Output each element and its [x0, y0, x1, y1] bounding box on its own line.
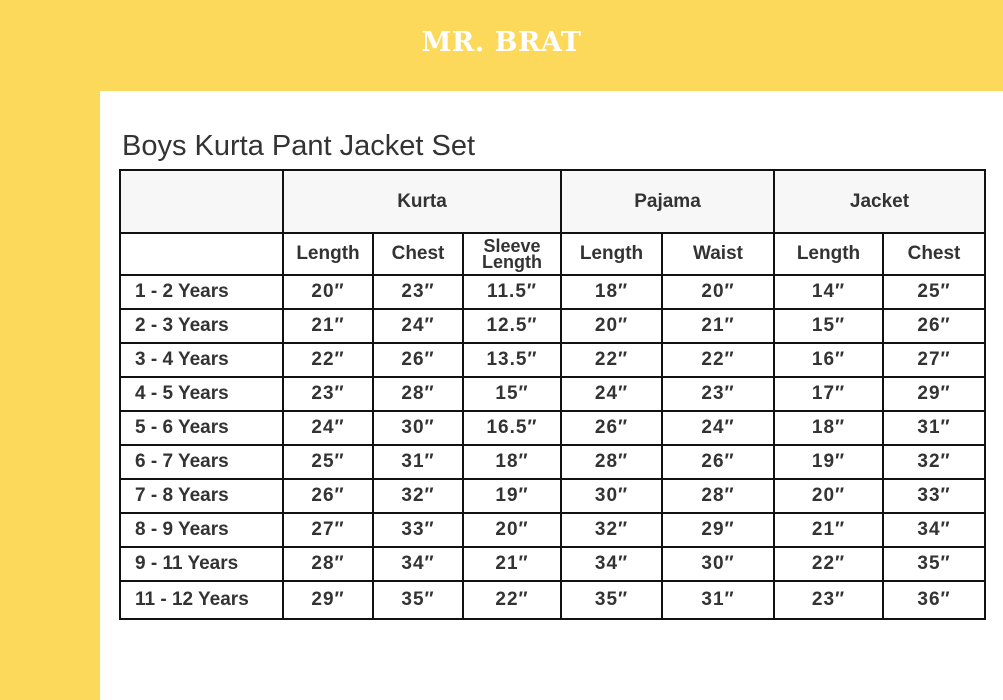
cell-kurta-length: 22″ [283, 343, 373, 377]
table-row [120, 343, 985, 377]
group-header-kurta: Kurta [283, 170, 561, 233]
cell-jacket-chest: 31″ [883, 411, 985, 445]
cell-pajama-length: 34″ [561, 547, 662, 581]
cell-jacket-length: 16″ [774, 343, 883, 377]
cell-pajama-length: 18″ [561, 275, 662, 309]
cell-pajama-length: 30″ [561, 479, 662, 513]
cell-kurta-sleeve-length: 15″ [463, 377, 561, 411]
cell-jacket-length: 17″ [774, 377, 883, 411]
cell-age-range: 11 - 12 Years [120, 581, 283, 619]
column-header-kurta-length: Length [283, 233, 373, 275]
cell-jacket-length: 21″ [774, 513, 883, 547]
table-row [120, 445, 985, 479]
cell-age-range: 5 - 6 Years [120, 411, 283, 445]
cell-age-range: 9 - 11 Years [120, 547, 283, 581]
table-row [120, 377, 985, 411]
column-header-pajama-waist: Waist [662, 233, 774, 275]
column-header-jacket-length: Length [774, 233, 883, 275]
cell-age-range: 7 - 8 Years [120, 479, 283, 513]
cell-kurta-length: 26″ [283, 479, 373, 513]
cell-kurta-length: 25″ [283, 445, 373, 479]
cell-pajama-waist: 21″ [662, 309, 774, 343]
cell-kurta-chest: 32″ [373, 479, 463, 513]
cell-pajama-length: 24″ [561, 377, 662, 411]
table-row [120, 411, 985, 445]
cell-age-range: 2 - 3 Years [120, 309, 283, 343]
cell-jacket-chest: 25″ [883, 275, 985, 309]
cell-pajama-length: 22″ [561, 343, 662, 377]
table-row [120, 275, 985, 309]
table-row [120, 513, 985, 547]
cell-jacket-chest: 29″ [883, 377, 985, 411]
cell-jacket-length: 23″ [774, 581, 883, 619]
cell-kurta-chest: 34″ [373, 547, 463, 581]
cell-pajama-waist: 31″ [662, 581, 774, 619]
cell-pajama-waist: 28″ [662, 479, 774, 513]
cell-kurta-sleeve-length: 19″ [463, 479, 561, 513]
cell-kurta-sleeve-length: 12.5″ [463, 309, 561, 343]
page-title: Boys Kurta Pant Jacket Set [122, 130, 476, 163]
cell-age-range: 1 - 2 Years [120, 275, 283, 309]
brand-logo-text: MR. BRAT [421, 27, 582, 58]
cell-pajama-waist: 22″ [662, 343, 774, 377]
group-header-blank [120, 170, 283, 233]
size-chart-table [119, 169, 986, 620]
cell-age-range: 6 - 7 Years [120, 445, 283, 479]
column-header-kurta-chest: Chest [373, 233, 463, 275]
group-header-row [120, 170, 985, 233]
cell-kurta-length: 21″ [283, 309, 373, 343]
cell-age-range: 8 - 9 Years [120, 513, 283, 547]
table-row [120, 581, 985, 619]
cell-jacket-chest: 33″ [883, 479, 985, 513]
cell-kurta-length: 24″ [283, 411, 373, 445]
cell-jacket-chest: 27″ [883, 343, 985, 377]
cell-pajama-length: 26″ [561, 411, 662, 445]
cell-pajama-waist: 26″ [662, 445, 774, 479]
cell-age-range: 4 - 5 Years [120, 377, 283, 411]
cell-kurta-length: 27″ [283, 513, 373, 547]
cell-pajama-length: 35″ [561, 581, 662, 619]
cell-pajama-waist: 30″ [662, 547, 774, 581]
cell-kurta-chest: 30″ [373, 411, 463, 445]
column-header-jacket-chest: Chest [883, 233, 985, 275]
column-header-pajama-length: Length [561, 233, 662, 275]
cell-pajama-waist: 29″ [662, 513, 774, 547]
cell-jacket-length: 20″ [774, 479, 883, 513]
cell-kurta-length: 20″ [283, 275, 373, 309]
cell-kurta-chest: 31″ [373, 445, 463, 479]
cell-pajama-waist: 24″ [662, 411, 774, 445]
cell-pajama-length: 20″ [561, 309, 662, 343]
cell-jacket-chest: 34″ [883, 513, 985, 547]
cell-kurta-length: 28″ [283, 547, 373, 581]
cell-kurta-chest: 33″ [373, 513, 463, 547]
cell-pajama-length: 32″ [561, 513, 662, 547]
group-header-jacket: Jacket [774, 170, 985, 233]
cell-kurta-sleeve-length: 21″ [463, 547, 561, 581]
cell-jacket-chest: 36″ [883, 581, 985, 619]
cell-pajama-waist: 23″ [662, 377, 774, 411]
cell-pajama-waist: 20″ [662, 275, 774, 309]
cell-kurta-length: 23″ [283, 377, 373, 411]
cell-jacket-length: 15″ [774, 309, 883, 343]
cell-kurta-chest: 23″ [373, 275, 463, 309]
cell-pajama-length: 28″ [561, 445, 662, 479]
cell-kurta-sleeve-length: 22″ [463, 581, 561, 619]
brand-header [0, 0, 1003, 91]
cell-kurta-sleeve-length: 11.5″ [463, 275, 561, 309]
table-row [120, 547, 985, 581]
cell-jacket-length: 19″ [774, 445, 883, 479]
cell-kurta-chest: 35″ [373, 581, 463, 619]
column-header-row [120, 233, 985, 275]
cell-jacket-length: 22″ [774, 547, 883, 581]
column-header-age [120, 233, 283, 275]
group-header-pajama: Pajama [561, 170, 774, 233]
cell-jacket-chest: 26″ [883, 309, 985, 343]
table-row [120, 479, 985, 513]
column-header-kurta-sleeve-length: Sleeve Length [463, 233, 561, 275]
table-row [120, 309, 985, 343]
cell-kurta-chest: 28″ [373, 377, 463, 411]
cell-age-range: 3 - 4 Years [120, 343, 283, 377]
cell-kurta-chest: 24″ [373, 309, 463, 343]
cell-kurta-length: 29″ [283, 581, 373, 619]
cell-jacket-chest: 35″ [883, 547, 985, 581]
cell-kurta-sleeve-length: 13.5″ [463, 343, 561, 377]
cell-kurta-sleeve-length: 20″ [463, 513, 561, 547]
cell-kurta-chest: 26″ [373, 343, 463, 377]
cell-kurta-sleeve-length: 16.5″ [463, 411, 561, 445]
cell-jacket-length: 14″ [774, 275, 883, 309]
cell-jacket-length: 18″ [774, 411, 883, 445]
cell-kurta-sleeve-length: 18″ [463, 445, 561, 479]
cell-jacket-chest: 32″ [883, 445, 985, 479]
